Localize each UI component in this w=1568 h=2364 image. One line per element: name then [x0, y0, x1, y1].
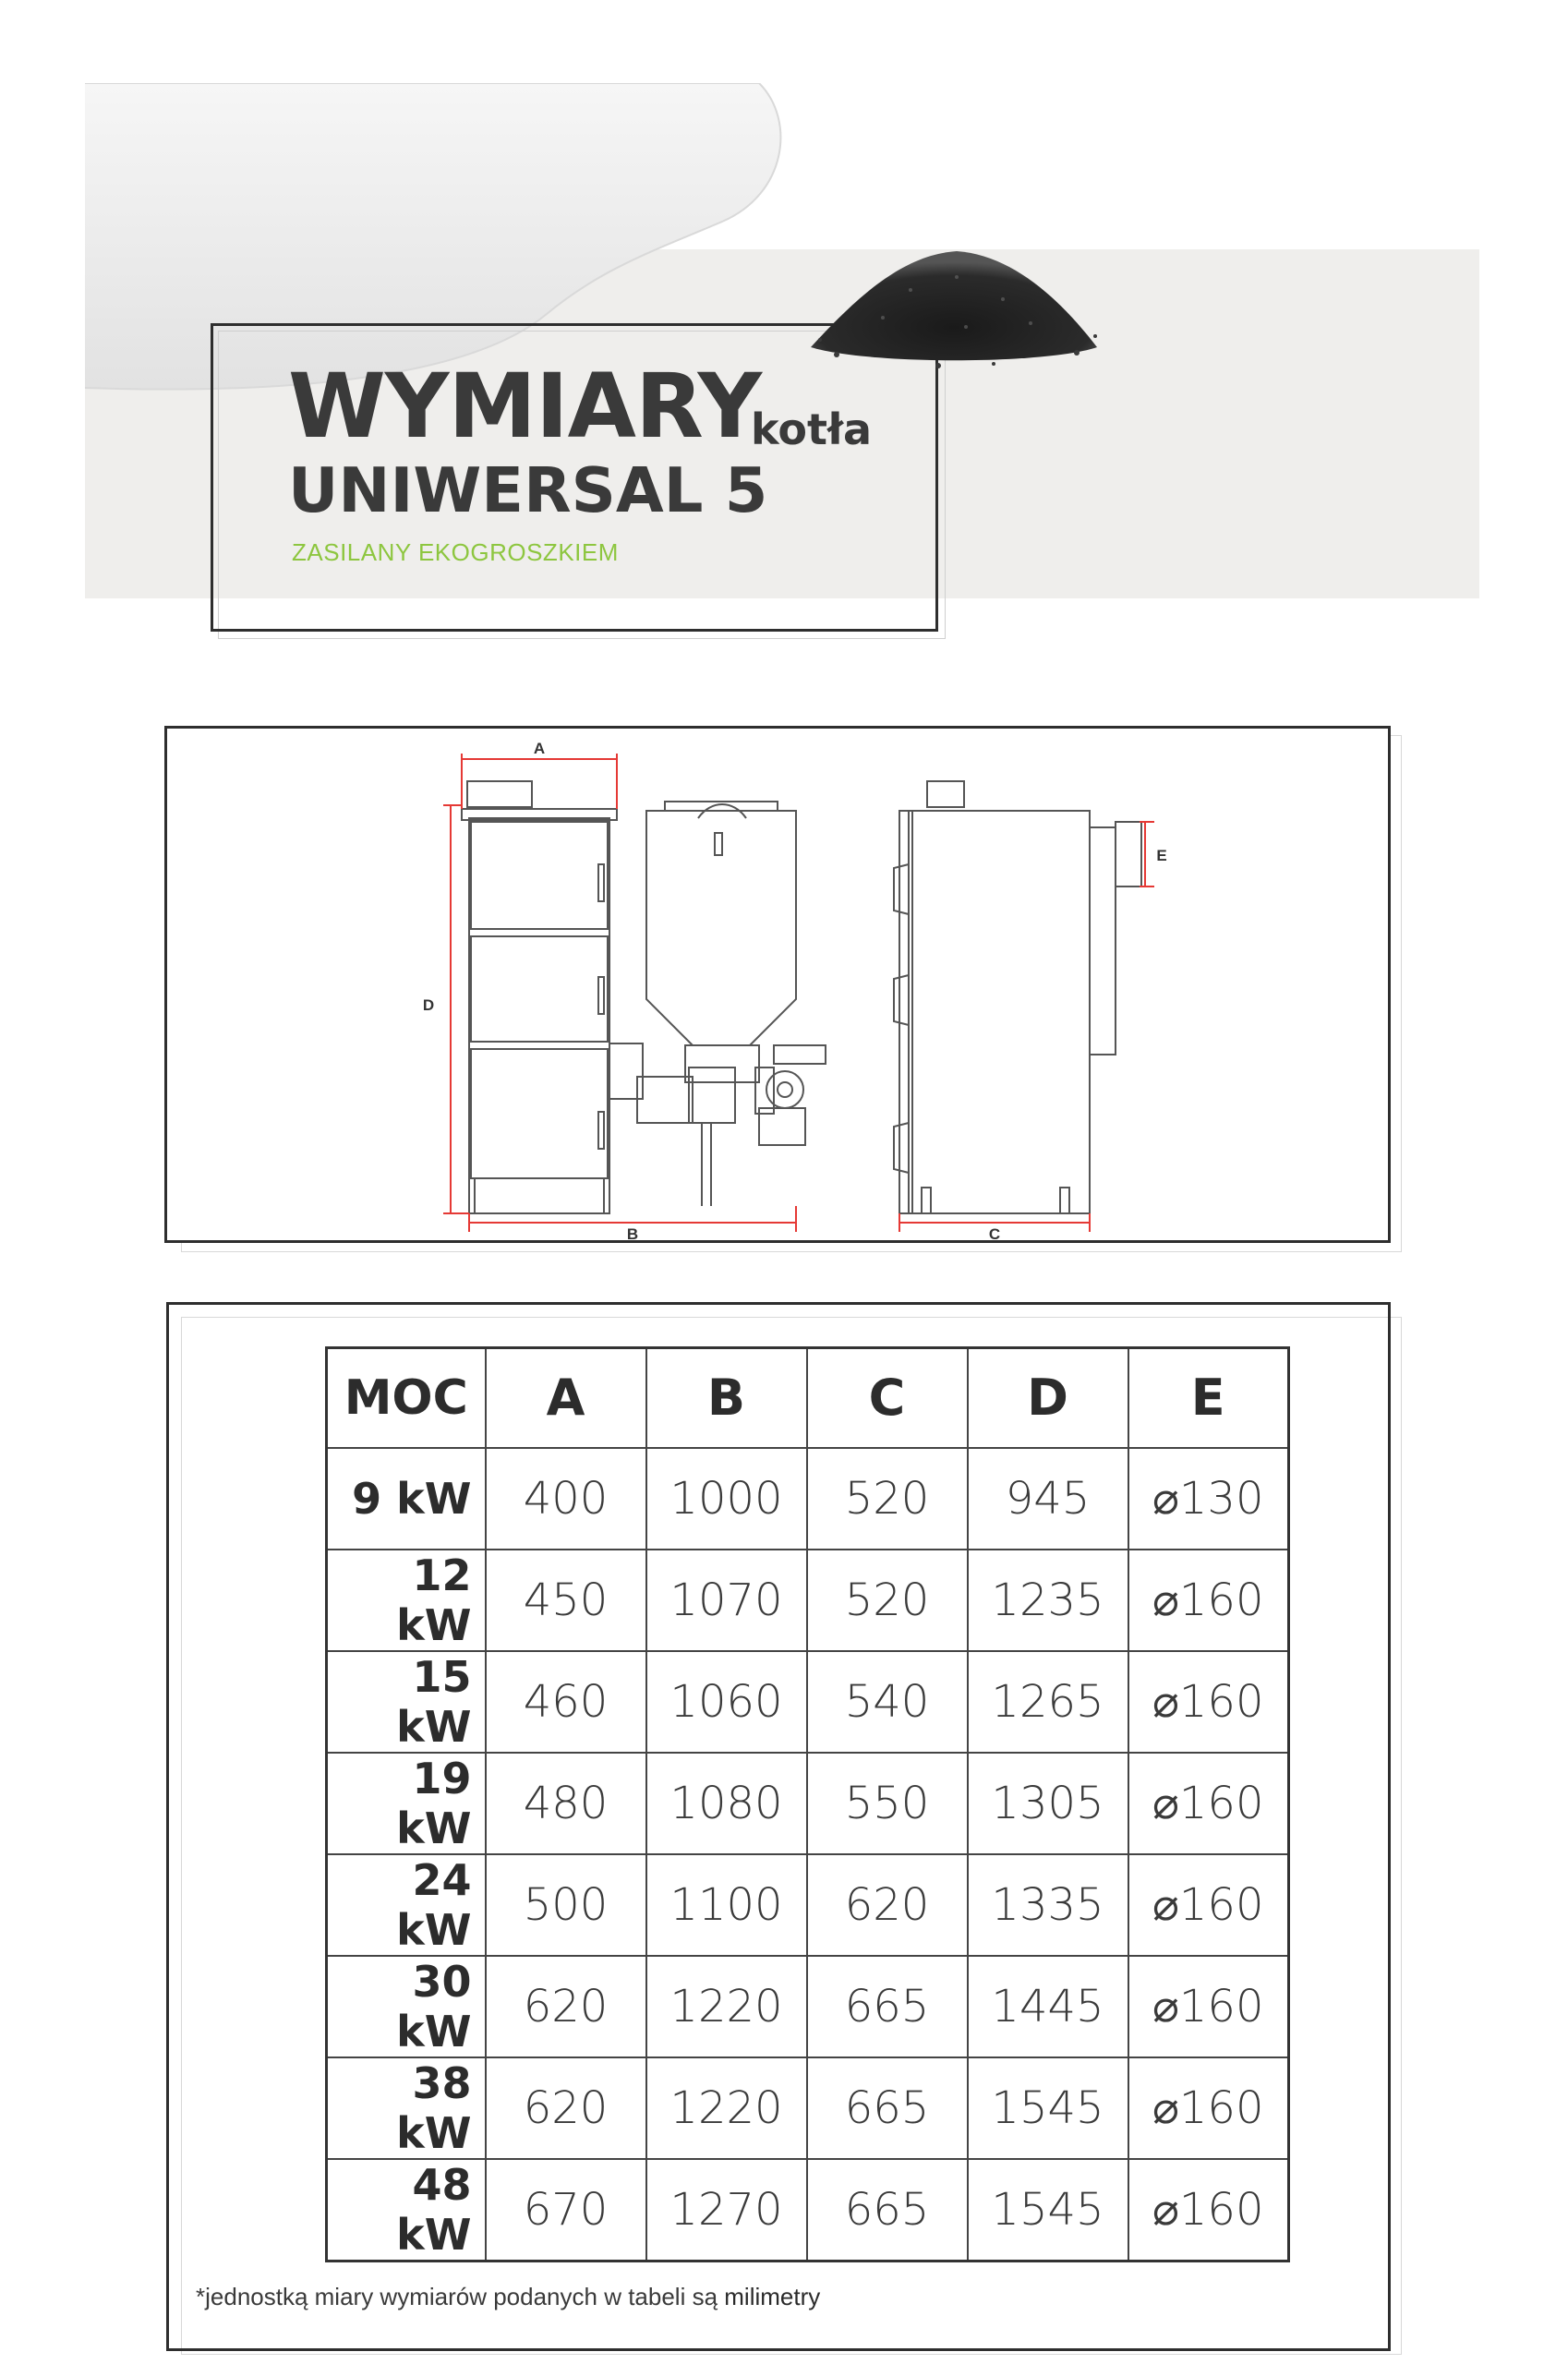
table-row	[327, 1854, 1289, 1956]
dimension-label-c: C	[988, 1225, 1001, 1243]
value-cell-c: 620	[807, 1854, 968, 1956]
dimension-label-d: D	[422, 996, 435, 1014]
value-cell-b: 1220	[646, 2057, 807, 2159]
dimension-lines	[443, 754, 1154, 1232]
value-cell-c: 665	[807, 2057, 968, 2159]
power-cell: 24 kW	[327, 1854, 486, 1956]
value-cell-e: ⌀160	[1128, 2159, 1289, 2261]
table-row	[327, 1651, 1289, 1753]
dimensions-table	[325, 1346, 1290, 2262]
value-cell-b: 1070	[646, 1550, 807, 1651]
value-cell-a: 460	[486, 1651, 646, 1753]
value-cell-a: 450	[486, 1550, 646, 1651]
fuel-subtitle: ZASILANY EKOGROSZKIEM	[292, 538, 619, 566]
value-cell-e: ⌀160	[1128, 1753, 1289, 1854]
value-cell-d: 1445	[968, 1956, 1128, 2057]
value-cell-c: 665	[807, 2159, 968, 2261]
lower-door	[471, 1049, 608, 1178]
boiler-technical-drawing	[164, 726, 1391, 1243]
table-row	[327, 1550, 1289, 1651]
value-cell-b: 1060	[646, 1651, 807, 1753]
power-cell: 15 kW	[327, 1651, 486, 1753]
controller-panel	[467, 781, 532, 807]
power-cell: 19 kW	[327, 1753, 486, 1854]
value-cell-d: 1265	[968, 1651, 1128, 1753]
title-main: WYMIARY	[288, 355, 762, 458]
power-cell: 48 kW	[327, 2159, 486, 2261]
coal-pile-image	[800, 244, 1108, 382]
power-cell: 12 kW	[327, 1550, 486, 1651]
value-cell-e: ⌀160	[1128, 1956, 1289, 2057]
dimension-label-a: A	[533, 740, 546, 757]
table-row	[327, 2159, 1289, 2261]
upper-door	[471, 822, 608, 929]
header-e: E	[1128, 1348, 1289, 1448]
table-row	[327, 1956, 1289, 2057]
value-cell-c: 550	[807, 1753, 968, 1854]
value-cell-a: 670	[486, 2159, 646, 2261]
value-cell-a: 500	[486, 1854, 646, 1956]
value-cell-b: 1100	[646, 1854, 807, 1956]
power-cell: 38 kW	[327, 2057, 486, 2159]
value-cell-e: ⌀160	[1128, 2057, 1289, 2159]
value-cell-d: 1545	[968, 2159, 1128, 2261]
value-cell-b: 1220	[646, 1956, 807, 2057]
header-b: B	[646, 1348, 807, 1448]
value-cell-a: 620	[486, 2057, 646, 2159]
title-suffix: kotła	[751, 404, 873, 454]
value-cell-c: 665	[807, 1956, 968, 2057]
value-cell-c: 520	[807, 1550, 968, 1651]
header-d: D	[968, 1348, 1128, 1448]
units-footnote	[196, 2283, 820, 2311]
value-cell-a: 480	[486, 1753, 646, 1854]
table-row	[327, 2057, 1289, 2159]
boiler-body-front	[469, 818, 609, 1213]
table-row	[327, 1753, 1289, 1854]
value-cell-e: ⌀160	[1128, 1854, 1289, 1956]
value-cell-b: 1270	[646, 2159, 807, 2261]
value-cell-d: 1545	[968, 2057, 1128, 2159]
footnote-unit: milimetry	[724, 2283, 821, 2310]
table-row	[327, 1448, 1289, 1550]
value-cell-a: 620	[486, 1956, 646, 2057]
value-cell-e: ⌀160	[1128, 1550, 1289, 1651]
value-cell-a: 400	[486, 1448, 646, 1550]
value-cell-e: ⌀130	[1128, 1448, 1289, 1550]
value-cell-b: 1080	[646, 1753, 807, 1854]
power-cell: 30 kW	[327, 1956, 486, 2057]
value-cell-c: 520	[807, 1448, 968, 1550]
boiler-body-side	[909, 811, 1090, 1213]
value-cell-b: 1000	[646, 1448, 807, 1550]
header-a: A	[486, 1348, 646, 1448]
value-cell-d: 1305	[968, 1753, 1128, 1854]
value-cell-e: ⌀160	[1128, 1651, 1289, 1753]
value-cell-c: 540	[807, 1651, 968, 1753]
model-name: UNIWERSAL 5	[288, 454, 768, 526]
value-cell-d: 1335	[968, 1854, 1128, 1956]
table-header-row	[327, 1348, 1289, 1448]
value-cell-d: 945	[968, 1448, 1128, 1550]
header-moc: MOC	[327, 1348, 486, 1448]
middle-door	[471, 936, 608, 1042]
power-cell: 9 kW	[327, 1448, 486, 1550]
value-cell-d: 1235	[968, 1550, 1128, 1651]
dimension-label-b: B	[626, 1225, 639, 1243]
dimension-label-e: E	[1156, 847, 1167, 864]
header-c: C	[807, 1348, 968, 1448]
footnote-text: *jednostką miary wymiarów podanych w tabeli są	[196, 2283, 725, 2310]
